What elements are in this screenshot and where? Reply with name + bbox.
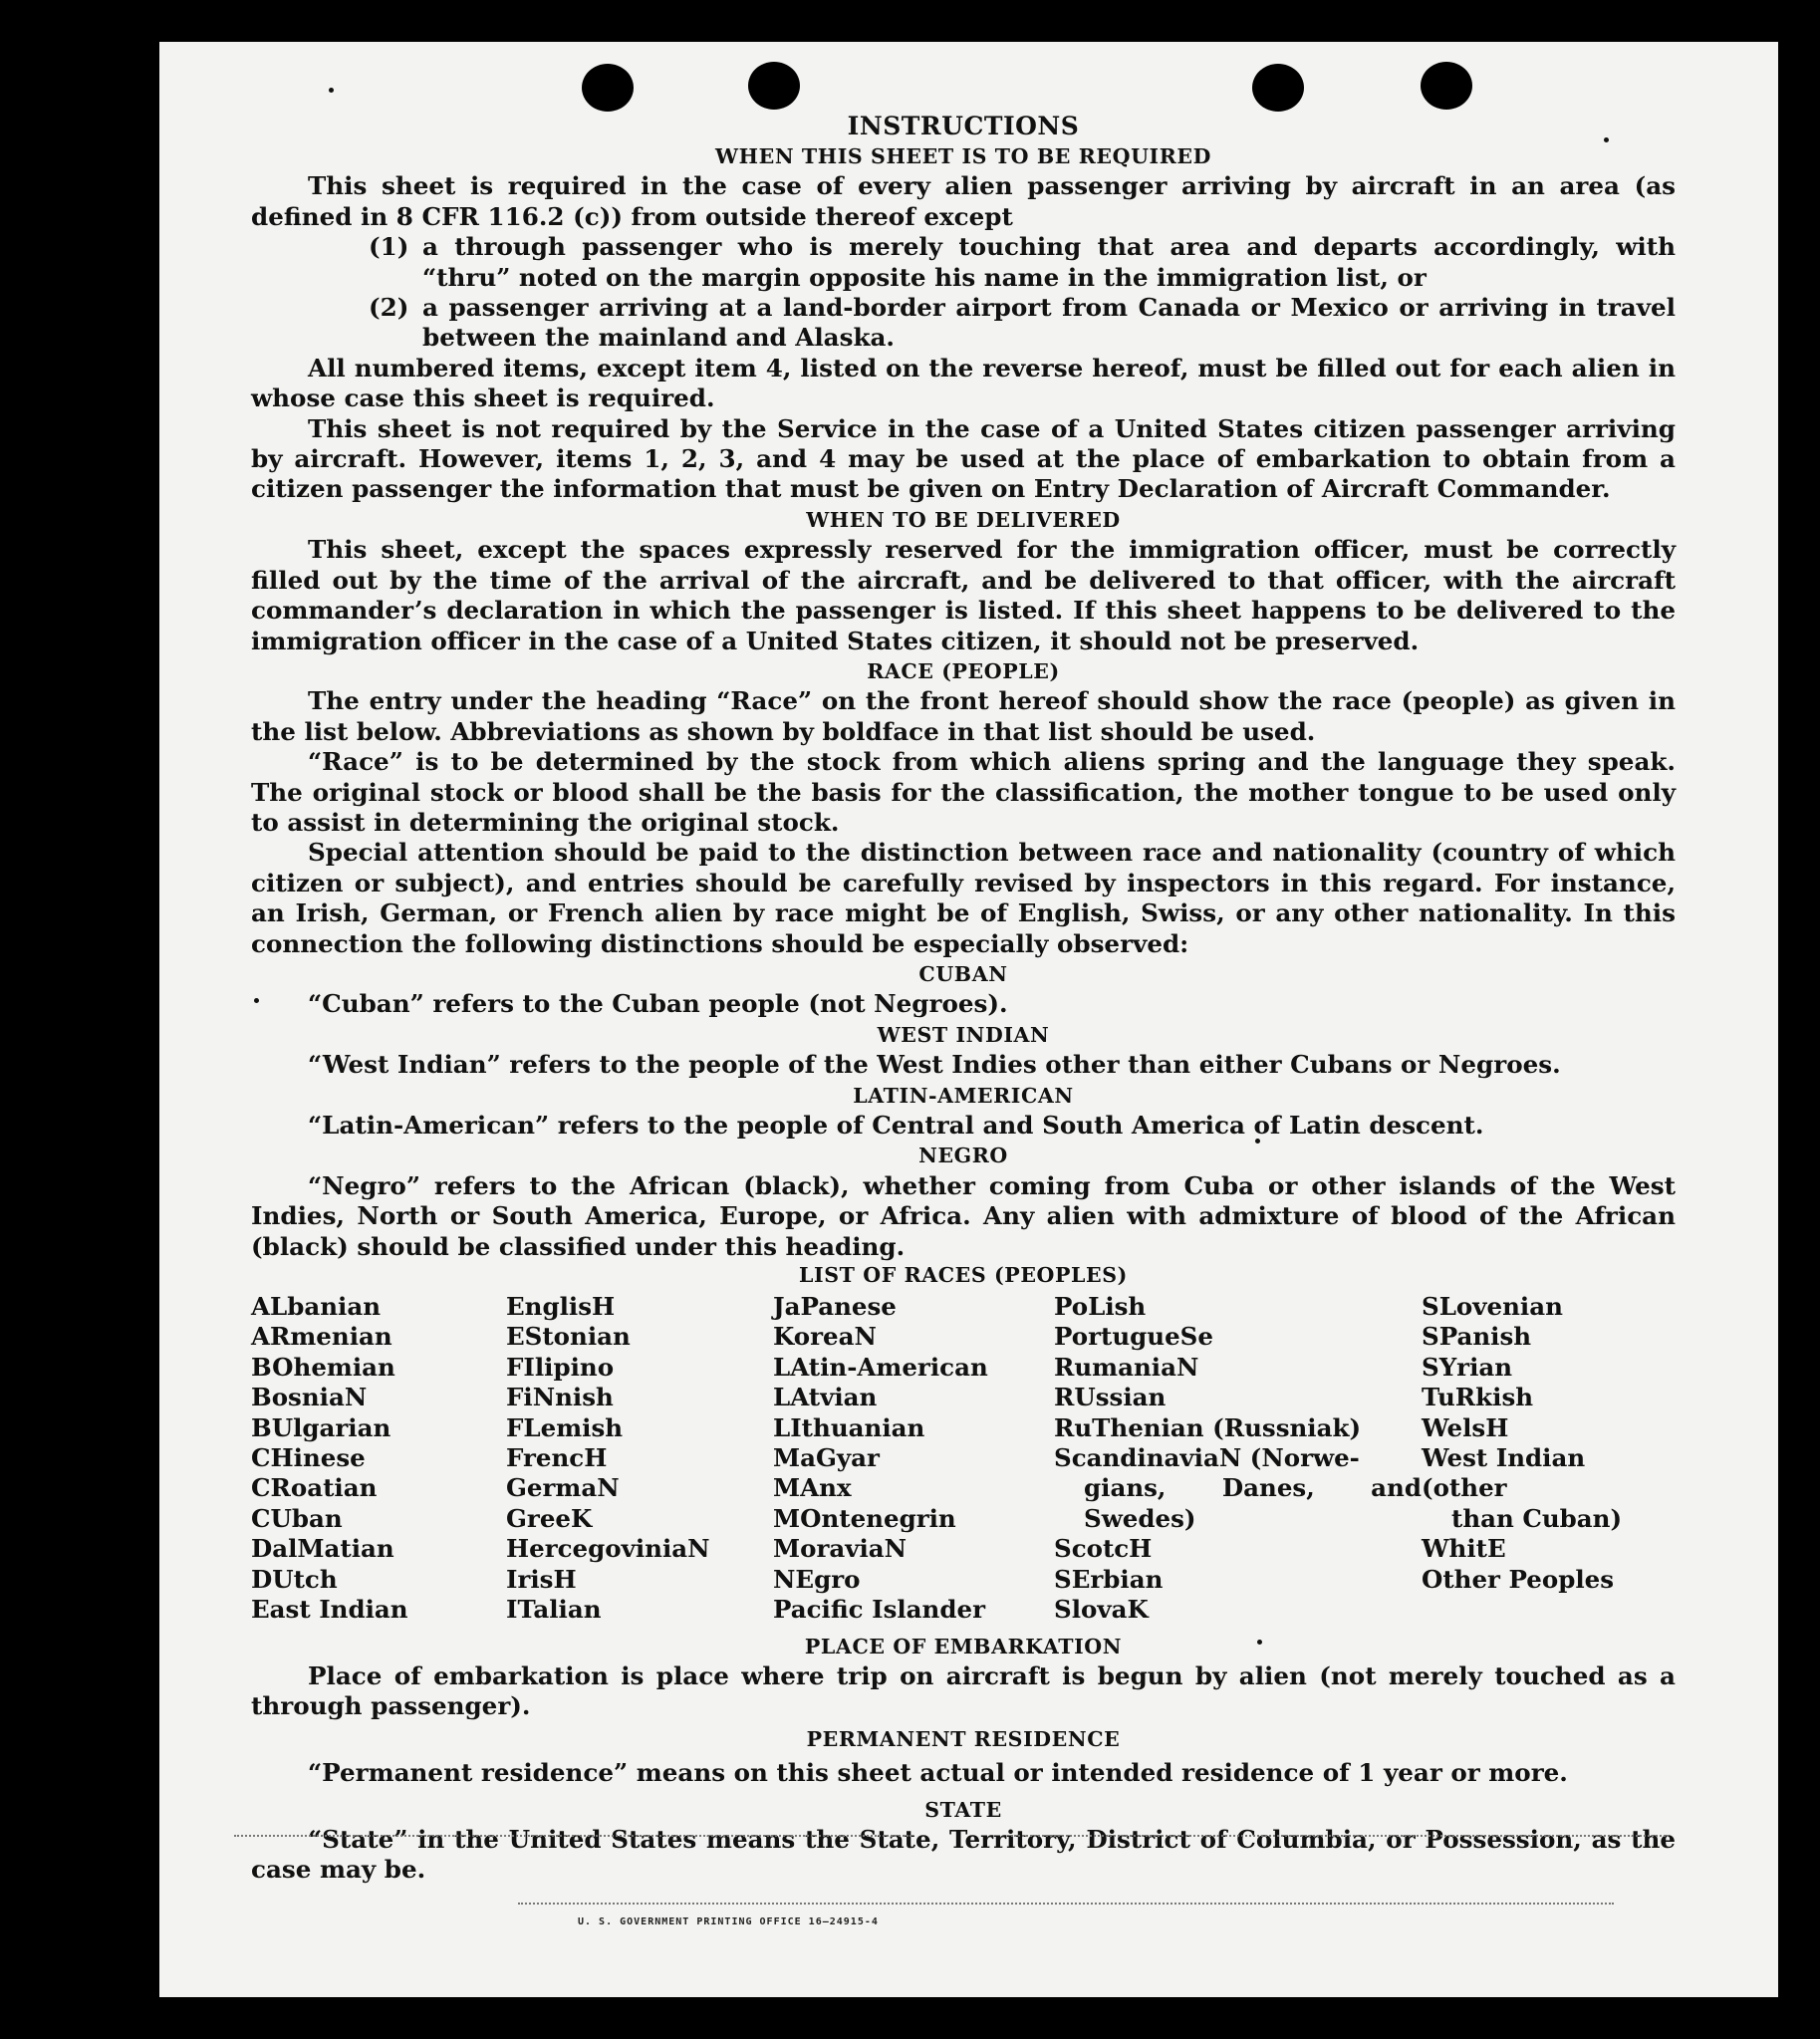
- paragraph: The entry under the heading “Race” on the front hereof should show the race (people) as given in the list below. Abbreviations as shown by boldface in that list should be used.: [251, 686, 1676, 746]
- item-number: (1): [369, 232, 409, 262]
- race-entry: JaPanese: [773, 1292, 897, 1322]
- race-entry: SPanish: [1422, 1322, 1532, 1352]
- punch-hole: [748, 62, 800, 110]
- paragraph: This sheet is required in the case of every alien passenger arriving by aircraft in an area (as defined in 8 CFR 116.2 (c)) from outside thereof except: [251, 171, 1676, 231]
- race-entry: MaGyar: [773, 1443, 880, 1473]
- race-entry: DalMatian: [251, 1534, 394, 1564]
- instructions-body: [251, 112, 1676, 1886]
- speck: [329, 88, 334, 93]
- item-text: a through passenger who is merely touching that area and departs accordingly, with “thru” noted on the margin opposite his name in the immigration list, or: [422, 232, 1676, 292]
- page-title: INSTRUCTIONS: [847, 112, 1080, 140]
- race-entry: RumaniaN: [1054, 1352, 1199, 1382]
- races-column: [773, 1292, 1054, 1625]
- race-entry: HercegoviniaN: [506, 1534, 710, 1564]
- item-text: a passenger arriving at a land-border airport from Canada or Mexico or arriving in travel between the mainland and Alaska.: [422, 293, 1676, 353]
- race-entry: IrisH: [506, 1564, 577, 1594]
- race-entry: MAnx: [773, 1473, 852, 1503]
- race-entry: FIlipino: [506, 1352, 615, 1382]
- race-entry: PoLish: [1054, 1292, 1147, 1322]
- races-list: [251, 1292, 1676, 1625]
- race-entry: EnglisH: [506, 1292, 616, 1322]
- section-heading: WHEN THIS SHEET IS TO BE REQUIRED: [715, 144, 1211, 168]
- paragraph: This sheet, except the spaces expressly reserved for the immigration officer, must be correctly filled out by the time of the arrival of the aircraft, and be delivered to that officer, with the aircraft commander’s declaration in which the passenger is listed. If this sheet happens to be delivered to the immigration officer in the case of a United States citizen, it should not be preserved.: [251, 535, 1676, 655]
- race-entry: BUlgarian: [251, 1412, 391, 1442]
- document-sheet: [159, 42, 1778, 1997]
- race-entry: LIthuanian: [773, 1412, 925, 1442]
- race-entry: RUssian: [1054, 1383, 1167, 1412]
- paragraph: “Permanent residence” means on this sheet actual or intended residence of 1 year or more.: [308, 1758, 1568, 1788]
- race-entry: Other Peoples: [1422, 1564, 1615, 1594]
- dotted-rule: [518, 1903, 1614, 1905]
- exception-item: [251, 293, 1676, 354]
- race-entry: ScotcH: [1054, 1534, 1153, 1564]
- section-heading: LIST OF RACES (PEOPLES): [799, 1263, 1128, 1288]
- race-entry: ARmenian: [251, 1322, 392, 1352]
- race-entry: BosniaN: [251, 1383, 368, 1412]
- race-entry: SlovaK: [1054, 1595, 1149, 1625]
- race-entry: PortugueSe: [1054, 1322, 1213, 1352]
- race-entry: ITalian: [506, 1595, 602, 1625]
- paragraph: All numbered items, except item 4, listed on the reverse hereof, must be filled out for each alien in whose case this sheet is required.: [251, 353, 1676, 413]
- paragraph: “Cuban” refers to the Cuban people (not Negroes).: [308, 989, 1008, 1019]
- section-heading: PLACE OF EMBARKATION: [804, 1634, 1123, 1658]
- race-entry: SYrian: [1422, 1352, 1513, 1382]
- race-entry: SErbian: [1054, 1564, 1164, 1594]
- race-entry: LAtvian: [773, 1383, 878, 1412]
- race-entry: FiNnish: [506, 1383, 614, 1412]
- race-entry: WhitE: [1422, 1534, 1506, 1564]
- paragraph: “State” in the United States means the State, Territory, District of Columbia, or Possession, as the case may be.: [251, 1824, 1676, 1885]
- race-entry: BOhemian: [251, 1352, 395, 1382]
- section-heading: CUBAN: [918, 961, 1008, 986]
- punch-hole: [1421, 62, 1472, 110]
- section-heading: PERMANENT RESIDENCE: [806, 1726, 1121, 1751]
- race-entry: MoraviaN: [773, 1534, 908, 1564]
- race-entry: LAtin-American: [773, 1352, 988, 1382]
- race-entry: Swedes): [1084, 1503, 1196, 1533]
- race-entry: SLovenian: [1422, 1292, 1563, 1322]
- race-entry: GermaN: [506, 1473, 620, 1503]
- race-entry: ScandinaviaN (Norwe-: [1054, 1443, 1360, 1473]
- section-heading: STATE: [924, 1797, 1002, 1822]
- race-entry: CHinese: [251, 1443, 366, 1473]
- race-entry: than Cuban): [1451, 1503, 1623, 1533]
- race-entry: gians, Danes, and: [1084, 1473, 1422, 1503]
- paragraph: “Latin-American” refers to the people of Central and South America of Latin descent.: [308, 1111, 1484, 1140]
- race-entry: KoreaN: [773, 1322, 877, 1352]
- race-entry: CRoatian: [251, 1473, 378, 1503]
- section-heading: WHEN TO BE DELIVERED: [806, 507, 1121, 532]
- dotted-rule: [1011, 1835, 1669, 1837]
- race-entry: RuThenian (Russniak): [1054, 1412, 1362, 1442]
- races-column: [1054, 1292, 1422, 1625]
- race-entry: East Indian: [251, 1595, 408, 1625]
- exception-item: [251, 232, 1676, 293]
- race-entry: DUtch: [251, 1564, 338, 1594]
- race-entry: Pacific Islander: [773, 1595, 985, 1625]
- item-number: (2): [369, 293, 409, 323]
- race-entry: MOntenegrin: [773, 1503, 956, 1533]
- race-entry: GreeK: [506, 1503, 593, 1533]
- section-heading: RACE (PEOPLE): [867, 658, 1060, 683]
- race-entry: FLemish: [506, 1412, 624, 1442]
- races-column: [251, 1292, 506, 1625]
- section-heading: NEGRO: [918, 1144, 1008, 1168]
- paragraph: “Negro” refers to the African (black), whether coming from Cuba or other islands of the West Indies, North or South America, Europe, or Africa. Any alien with admixture of blood of the African (black) should be classified under this heading.: [251, 1170, 1676, 1261]
- paragraph: Special attention should be paid to the distinction between race and nationality (country of which citizen or subject), and entries should be carefully revised by inspectors in this regard. For instance, an Irish, German, or French alien by race might be of English, Swiss, or any other nationality. In this connection the following distinctions should be especially observed:: [251, 838, 1676, 958]
- section-heading: WEST INDIAN: [877, 1022, 1050, 1047]
- race-entry: WelsH: [1422, 1412, 1509, 1442]
- paragraph: “West Indian” refers to the people of the West Indies other than either Cubans or Negroes.: [308, 1050, 1561, 1080]
- races-column: [506, 1292, 773, 1625]
- punch-hole: [582, 64, 634, 112]
- races-column: [1422, 1292, 1676, 1625]
- dotted-rule: [234, 1835, 911, 1837]
- paragraph: Place of embarkation is place where trip on aircraft is begun by alien (not merely touched as a through passenger).: [251, 1660, 1676, 1721]
- race-entry: ALbanian: [251, 1292, 382, 1322]
- race-entry: NEgro: [773, 1564, 861, 1594]
- race-entry: FrencH: [506, 1443, 608, 1473]
- race-entry: TuRkish: [1422, 1383, 1534, 1412]
- punch-hole: [1252, 64, 1304, 112]
- race-entry: EStonian: [506, 1322, 631, 1352]
- printing-office-imprint: U. S. GOVERNMENT PRINTING OFFICE 16—24915-4: [578, 1916, 879, 1927]
- paragraph: “Race” is to be determined by the stock from which aliens spring and the language they speak. The original stock or blood shall be the basis for the classification, the mother tongue to be used only to assist in determining the original stock.: [251, 747, 1676, 837]
- section-heading: LATIN-AMERICAN: [853, 1083, 1074, 1108]
- race-entry: CUban: [251, 1503, 343, 1533]
- race-entry: West Indian (other: [1422, 1443, 1586, 1503]
- paragraph: This sheet is not required by the Service in the case of a United States citizen passenger arriving by aircraft. However, items 1, 2, 3, and 4 may be used at the place of embarkation to obtain from a citizen passenger the information that must be given on Entry Declaration of Aircraft Commander.: [251, 413, 1676, 504]
